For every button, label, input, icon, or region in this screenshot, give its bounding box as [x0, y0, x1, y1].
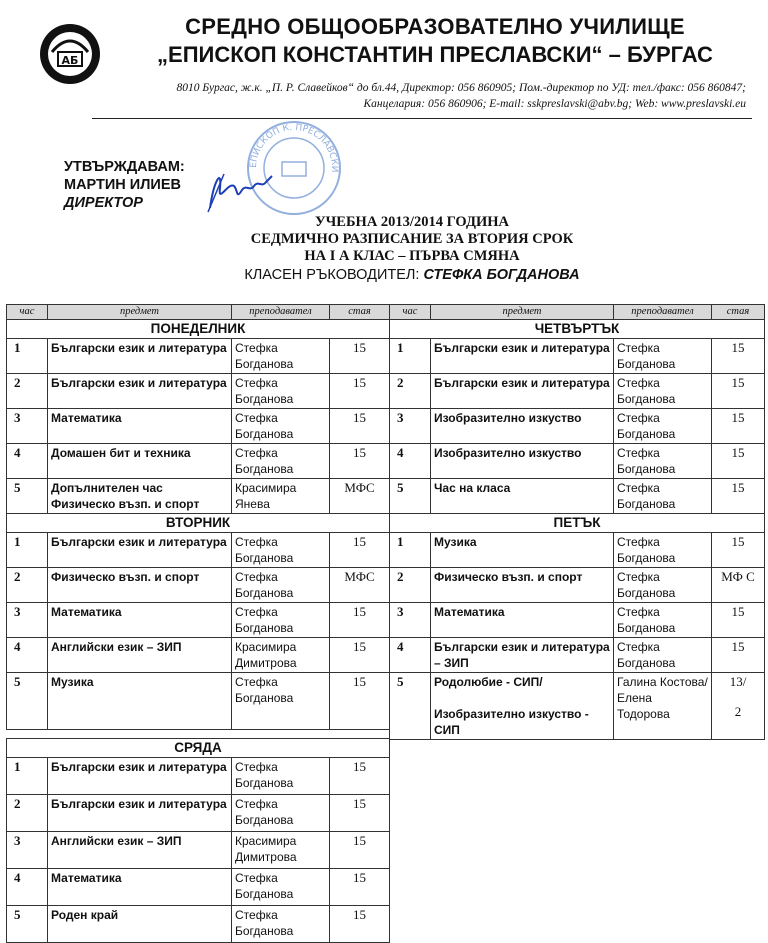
lesson-teacher: Стефка Богданова — [232, 339, 330, 374]
col-hour: час — [7, 305, 48, 320]
lesson-number: 5 — [7, 479, 48, 514]
day-tuesday: ВТОРНИК — [7, 514, 390, 533]
lesson-subject: Домашен бит и техника — [48, 444, 232, 479]
lesson-subject: Математика — [48, 409, 232, 444]
lesson-room: МФС — [330, 479, 390, 514]
lesson-number: 2 — [7, 568, 48, 603]
col-subject: предмет — [48, 305, 232, 320]
lesson-number: 1 — [7, 339, 48, 374]
col-teacher: преподавател — [614, 305, 712, 320]
class-teacher-name: СТЕФКА БОГДАНОВА — [423, 267, 580, 283]
lesson-room: 15 — [712, 603, 765, 638]
lesson-number: 3 — [7, 409, 48, 444]
lesson-teacher: Стефка Богданова — [232, 869, 330, 906]
lesson-subject-part1: Родолюбие - СИП/ — [434, 675, 543, 689]
lesson-room: 15 — [330, 673, 390, 730]
lesson-number: 1 — [7, 758, 48, 795]
school-name-line1: СРЕДНО ОБЩООБРАЗОВАТЕЛНО УЧИЛИЩЕ — [185, 14, 685, 39]
approval-name: МАРТИН ИЛИЕВ — [64, 177, 181, 193]
approval-role: ДИРЕКТОР — [64, 195, 143, 211]
lesson-teacher: Стефка Богданова — [614, 339, 712, 374]
lesson-subject: Английски език – ЗИП — [48, 638, 232, 673]
lesson-subject: Български език и литература — [431, 374, 614, 409]
lesson-room: 15 — [712, 638, 765, 673]
lesson-number: 4 — [390, 638, 431, 673]
lesson-subject: Български език и литература – ЗИП — [431, 638, 614, 673]
lesson-teacher: Стефка Богданова — [614, 638, 712, 673]
lesson-teacher: Красимира Димитрова — [232, 832, 330, 869]
lesson-number: 3 — [7, 603, 48, 638]
table-header-left — [7, 305, 390, 320]
lesson-room — [712, 673, 765, 740]
lesson-number: 2 — [7, 795, 48, 832]
lesson-subject: Български език и литература — [48, 339, 232, 374]
header-divider — [92, 118, 752, 119]
lesson-room: 15 — [330, 409, 390, 444]
lesson-number: 3 — [7, 832, 48, 869]
school-name-line2: „ЕПИСКОП КОНСТАНТИН ПРЕСЛАВСКИ“ – БУРГАС — [157, 42, 713, 67]
lesson-subject: Математика — [431, 603, 614, 638]
lesson-number: 1 — [390, 339, 431, 374]
stamp-text: ЕПИСКОП К. ПРЕСЛАВСКИ — [248, 122, 340, 173]
lesson-number: 4 — [7, 869, 48, 906]
lesson-room: 15 — [330, 638, 390, 673]
lesson-room: 15 — [330, 906, 390, 943]
title-year: УЧЕБНА 2013/2014 ГОДИНА — [315, 214, 509, 230]
lesson-teacher: Красимира Янева — [232, 479, 330, 514]
lesson-teacher: Стефка Богданова — [614, 603, 712, 638]
lesson-number: 1 — [7, 533, 48, 568]
lesson-number: 1 — [390, 533, 431, 568]
address-line1: 8010 Бургас, ж.к. „П. Р. Славейков“ до бл.44, Директор: 056 860905; Пом.-директор по УД: тел./факс: 056 860847; — [176, 82, 746, 94]
lesson-teacher: Стефка Богданова — [232, 906, 330, 943]
lesson-number: 2 — [390, 568, 431, 603]
lesson-room-part2: 2 — [734, 704, 742, 719]
lesson-room: 15 — [330, 339, 390, 374]
lesson-subject: Допълнителен час Физическо възп. и спорт — [48, 479, 232, 514]
lesson-teacher: Стефка Богданова — [614, 444, 712, 479]
schedule-titles — [140, 214, 684, 285]
lesson-number: 2 — [390, 374, 431, 409]
lesson-subject: Изобразително изкуство — [431, 409, 614, 444]
logo-text: АБ — [61, 54, 79, 67]
lesson-room: 15 — [712, 339, 765, 374]
col-room: стая — [712, 305, 765, 320]
day-monday: ПОНЕДЕЛНИК — [7, 320, 390, 339]
lesson-teacher: Стефка Богданова — [232, 795, 330, 832]
address-line2: Канцелария: 056 860906; E-mail: sskpreslavski@abv.bg; Web: www.preslavski.eu — [363, 98, 746, 110]
lesson-subject: Изобразително изкуство — [431, 444, 614, 479]
lesson-room: 15 — [330, 444, 390, 479]
lesson-teacher: Красимира Димитрова — [232, 638, 330, 673]
lesson-room: МФ С — [712, 568, 765, 603]
lesson-room: 15 — [712, 479, 765, 514]
lesson-teacher: Стефка Богданова — [232, 444, 330, 479]
col-subject: предмет — [431, 305, 614, 320]
lesson-subject: Роден край — [48, 906, 232, 943]
lesson-room: 15 — [330, 374, 390, 409]
signature-icon — [200, 160, 280, 220]
lesson-subject: Български език и литература — [48, 374, 232, 409]
title-class: НА I А КЛАС – ПЪРВА СМЯНА — [304, 248, 520, 264]
lesson-room: 15 — [712, 409, 765, 444]
lesson-room: 15 — [330, 603, 390, 638]
lesson-subject: Музика — [48, 673, 232, 730]
lesson-teacher: Стефка Богданова — [232, 758, 330, 795]
lesson-subject: Час на класа — [431, 479, 614, 514]
lesson-number: 5 — [390, 673, 431, 740]
lesson-room-part1: 13/ — [729, 674, 747, 689]
col-room: стая — [330, 305, 390, 320]
lesson-number: 4 — [7, 638, 48, 673]
lesson-teacher: Стефка Богданова — [232, 374, 330, 409]
approval-label: УТВЪРЖДАВАМ: — [64, 159, 185, 175]
lesson-number: 3 — [390, 603, 431, 638]
lesson-subject: Физическо възп. и спорт — [431, 568, 614, 603]
approval-block — [64, 158, 185, 212]
day-wednesday: СРЯДА — [7, 739, 390, 758]
col-hour: час — [390, 305, 431, 320]
lesson-teacher: Стефка Богданова — [614, 409, 712, 444]
col-teacher: преподавател — [232, 305, 330, 320]
school-logo-icon — [38, 22, 102, 86]
lesson-teacher: Стефка Богданова — [614, 568, 712, 603]
lesson-teacher: Стефка Богданова — [232, 409, 330, 444]
lesson-teacher: Стефка Богданова — [232, 673, 330, 730]
lesson-subject — [431, 673, 614, 740]
lesson-subject: Музика — [431, 533, 614, 568]
lesson-teacher: Стефка Богданова — [232, 603, 330, 638]
lesson-subject: Физическо възп. и спорт — [48, 568, 232, 603]
lesson-teacher: Стефка Богданова — [232, 568, 330, 603]
title-class-teacher: КЛАСЕН РЪКОВОДИТЕЛ: СТЕФКА БОГДАНОВА — [244, 267, 580, 283]
lesson-room: 15 — [712, 374, 765, 409]
lesson-teacher: Стефка Богданова — [614, 533, 712, 568]
lesson-subject: Български език и литература — [431, 339, 614, 374]
lesson-teacher: Стефка Богданова — [614, 374, 712, 409]
lesson-subject: Български език и литература — [48, 758, 232, 795]
lesson-room: 15 — [330, 533, 390, 568]
lesson-teacher: Галина Костова/ Елена Тодорова — [614, 673, 712, 740]
lesson-room: 15 — [712, 533, 765, 568]
lesson-teacher: Стефка Богданова — [614, 479, 712, 514]
lesson-number: 3 — [390, 409, 431, 444]
lesson-room: 15 — [330, 869, 390, 906]
lesson-number: 2 — [7, 374, 48, 409]
lesson-subject: Математика — [48, 603, 232, 638]
lesson-subject: Български език и литература — [48, 795, 232, 832]
lesson-subject-part2: Изобразително изкуство - СИП — [434, 707, 589, 737]
lesson-room: 15 — [330, 758, 390, 795]
lesson-room: МФС — [330, 568, 390, 603]
lesson-room: 15 — [330, 832, 390, 869]
schedule-table-left — [6, 304, 390, 943]
day-friday: ПЕТЪК — [390, 514, 765, 533]
schedule-table-right — [389, 304, 765, 740]
lesson-subject: Математика — [48, 869, 232, 906]
lesson-subject: Английски език – ЗИП — [48, 832, 232, 869]
table-header-right — [390, 305, 765, 320]
lesson-number: 5 — [7, 673, 48, 730]
lesson-room: 15 — [712, 444, 765, 479]
title-schedule: СЕДМИЧНО РАЗПИСАНИЕ ЗА ВТОРИЯ СРОК — [250, 231, 574, 247]
lesson-subject: Български език и литература — [48, 533, 232, 568]
lesson-teacher: Стефка Богданова — [232, 533, 330, 568]
lesson-room: 15 — [330, 795, 390, 832]
lesson-number: 5 — [7, 906, 48, 943]
day-thursday: ЧЕТВЪРТЪК — [390, 320, 765, 339]
lesson-number: 5 — [390, 479, 431, 514]
lesson-number: 4 — [390, 444, 431, 479]
lesson-number: 4 — [7, 444, 48, 479]
